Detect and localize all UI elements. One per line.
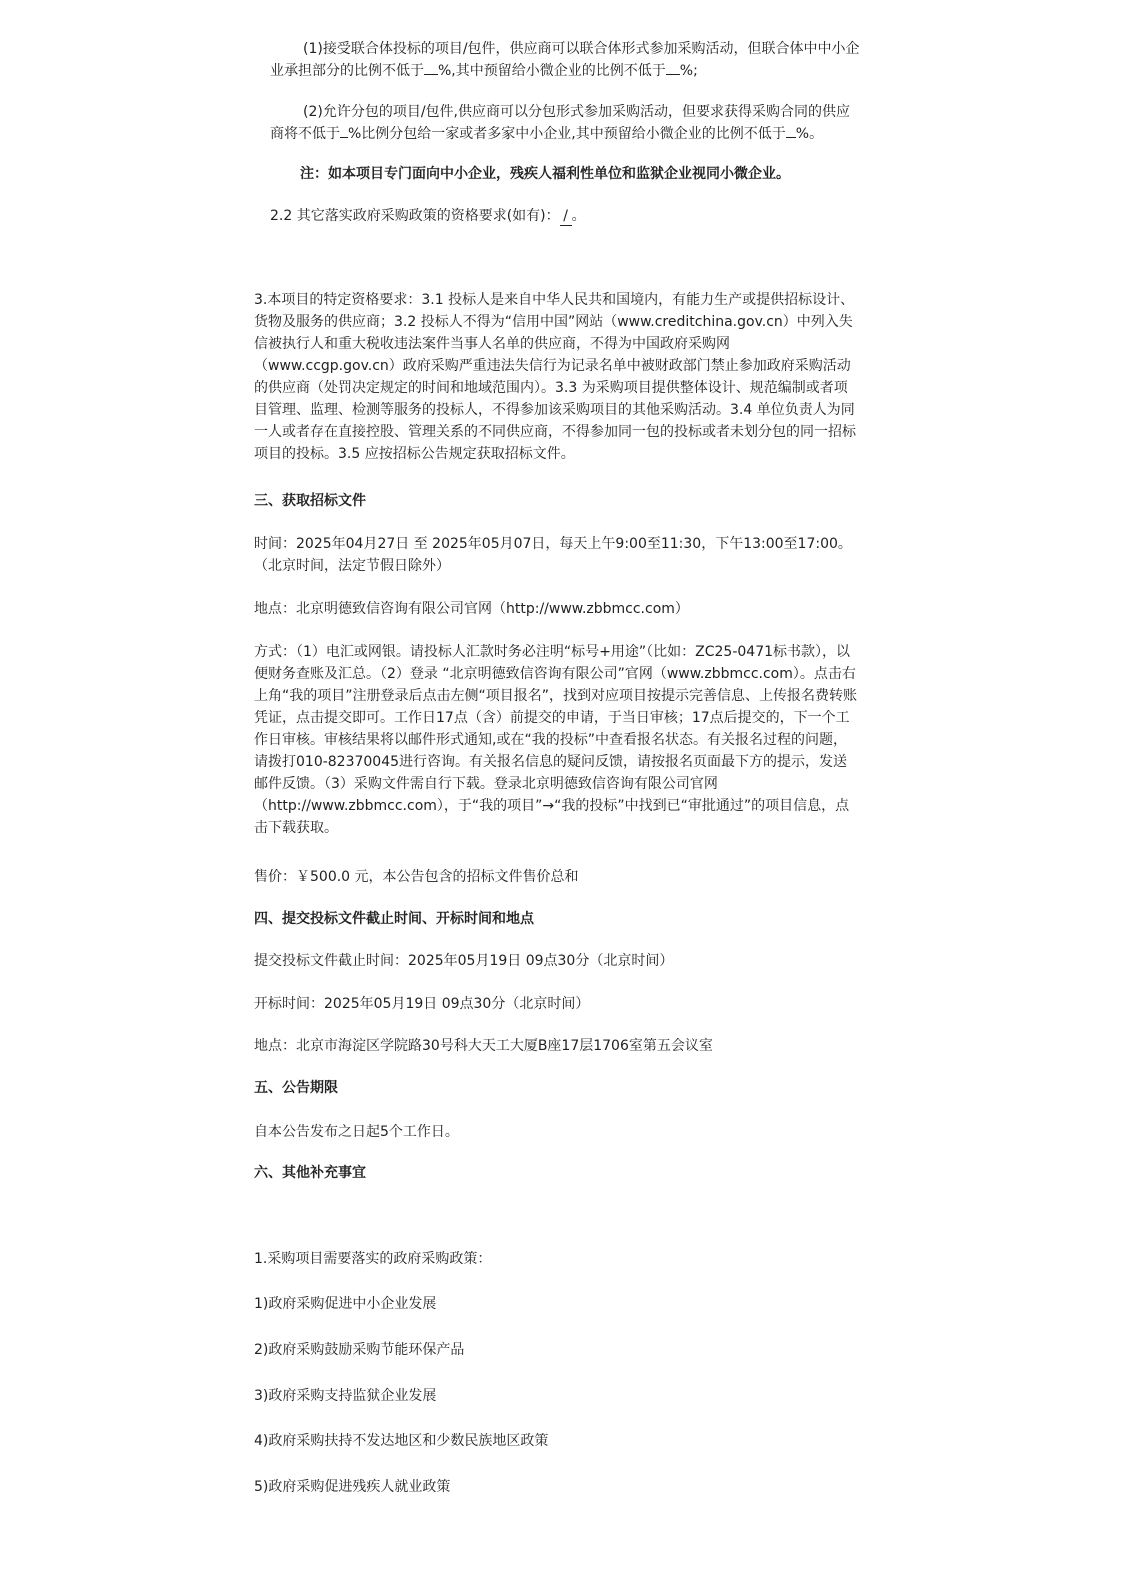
section4-place: 地点：北京市海淀区学院路30号科大天工大厦B座17层1706室第五会议室 — [254, 1038, 713, 1054]
section4-heading: 四、提交投标文件截止时间、开标时间和地点 — [254, 911, 534, 927]
policy-item: 4)政府采购扶持不发达地区和少数民族地区政策 — [254, 1433, 549, 1449]
consortium-clause: (1)接受联合体投标的项目/包件，供应商可以联合体形式参加采购活动，但联合体中中小企业承担部分的比例不低于 %,其中预留给小微企业的比例不低于 %; — [270, 41, 860, 79]
section3-method: 方式：（1）电汇或网银。请投标人汇款时务必注明“标号+用途”（比如：ZC25-0471标书款），以便财务查账及汇总。（2）登录 “北京明德致信咨询有限公司”官网（www.zbbmcc.com）。点击右上角“我的项目”注册登录后点击左侧“项目报名”，找到对应项目按提示完善信息、上传报名费转账凭证，点击提交即可。工作日17点（含）前提交的申请，于当日审核；17点后提交的，下一个工作日审核。审核结果将以邮件形式通知,或在“我的投标”中查看报名状态。有关报名过程的问题，请拨打010-82370045进行咨询。有关报名信息的疑问反馈，请按报名页面最下方的提示，发送邮件反馈。（3）采购文件需自行下载。登录北京明德致信咨询有限公司官网（http://www.zbbmcc.com），于“我的项目”→“我的投标”中找到已“审批通过”的项目信息，点击下载获取。 — [254, 644, 858, 836]
subcontract-clause: (2)允许分包的项目/包件,供应商可以分包形式参加采购活动，但要求获得采购合同的供应商将不低于 %比例分包给一家或者多家中小企业,其中预留给小微企业的比例不低于 %。 — [270, 104, 850, 142]
policy-item: 2)政府采购鼓励采购节能环保产品 — [254, 1342, 465, 1358]
section5-text: 自本公告发布之日起5个工作日。 — [254, 1124, 459, 1140]
policy-intro: 1.采购项目需要落实的政府采购政策： — [254, 1251, 492, 1267]
section3-place: 地点：北京明德致信咨询有限公司官网（http://www.zbbmcc.com） — [254, 601, 689, 617]
section4-opening: 开标时间：2025年05月19日 09点30分（北京时间） — [254, 996, 590, 1012]
section6-heading: 六、其他补充事宜 — [254, 1165, 366, 1181]
section3-time: 时间：2025年04月27日 至 2025年05月07日，每天上午9:00至11:30，下午13:00至17:00。（北京时间，法定节假日除外） — [254, 536, 852, 574]
other-policy-value: / — [560, 207, 572, 226]
policy-item: 3)政府采购支持监狱企业发展 — [254, 1388, 437, 1404]
specific-qualification: 3.本项目的特定资格要求：3.1 投标人是来自中华人民共和国境内，有能力生产或提供招标设计、货物及服务的供应商；3.2 投标人不得为“信用中国”网站（www.creditchina.gov.cn）中列入失信被执行人和重大税收违法案件当事人名单的供应商，不得为中国政府采购网（www.ccgp.gov.cn）政府采购严重违法失信行为记录名单中被财政部门禁止参加政府采购活动的供应商（处罚决定规定的时间和地域范围内）。3.3 为采购项目提供整体设计、规范编制或者项目管理、监理、检测等服务的投标人，不得参加该采购项目的其他采购活动。3.4 单位负责人为同一人或者存在直接控股、管理关系的不同供应商，不得参加同一包的投标或者未划分包的同一招标项目的投标。3.5 应按招标公告规定获取招标文件。 — [254, 292, 856, 462]
section3-heading: 三、获取招标文件 — [254, 493, 366, 509]
sme-note: 注：如本项目专门面向中小企业，残疾人福利性单位和监狱企业视同小微企业。 — [300, 166, 790, 182]
section3-price: 售价：￥500.0 元，本公告包含的招标文件售价总和 — [254, 869, 579, 885]
other-policy-requirement: 2.2 其它落实政府采购政策的资格要求(如有)： / 。 — [270, 208, 586, 224]
policy-item: 1)政府采购促进中小企业发展 — [254, 1296, 437, 1312]
section5-heading: 五、公告期限 — [254, 1080, 338, 1096]
section4-deadline: 提交投标文件截止时间：2025年05月19日 09点30分（北京时间） — [254, 953, 674, 969]
policy-item: 5)政府采购促进残疾人就业政策 — [254, 1479, 451, 1495]
